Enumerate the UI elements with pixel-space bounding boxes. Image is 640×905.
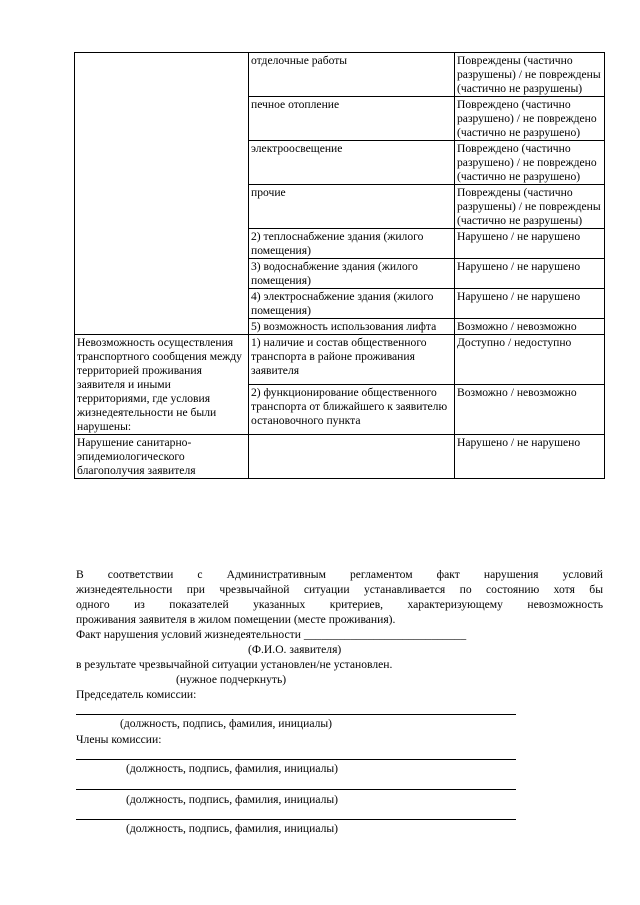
criteria-table — [74, 52, 605, 479]
table-cell-criterion: Невозможность осуществления транспортного сообщения между территорией проживания заявителя и иными территориями, где условия жизнедеятельности не были нарушены: — [75, 335, 249, 435]
table-cell-indicator: 1) наличие и состав общественного транспорта в районе проживания заявителя — [249, 335, 455, 385]
table-cell-indicator: 4) электроснабжение здания (жилого помещения) — [249, 289, 455, 319]
table-cell-indicator: 3) водоснабжение здания (жилого помещения) — [249, 259, 455, 289]
signature-line — [76, 819, 516, 820]
members-label: Члены комиссии: — [76, 733, 162, 746]
table-cell-status: Нарушено / не нарушено — [455, 289, 605, 319]
table-cell-indicator — [249, 435, 455, 479]
table-cell-status: Повреждено (частично разрушено) / не повреждено (частично не разрушено) — [455, 141, 605, 185]
table-cell-empty — [75, 53, 249, 335]
violation-fact-label: Факт нарушения условий жизнедеятельности ____________________________ — [76, 628, 467, 641]
table-cell-status: Доступно / недоступно — [455, 335, 605, 385]
signature-caption: (должность, подпись, фамилия, инициалы) — [126, 762, 339, 775]
paragraph-line: В соответствии с Административным регламентом факт нарушения условий — [76, 568, 603, 581]
signature-line — [76, 714, 516, 715]
signature-caption: (должность, подпись, фамилия, инициалы) — [126, 793, 339, 806]
table-cell-indicator: прочие — [249, 185, 455, 229]
table-cell-indicator: отделочные работы — [249, 53, 455, 97]
table-cell-indicator: 2) функционирование общественного транспорта от ближайшего к заявителю остановочного пункта — [249, 385, 455, 435]
table-cell-status: Возможно / невозможно — [455, 319, 605, 335]
table-cell-indicator: 2) теплоснабжение здания (жилого помещения) — [249, 229, 455, 259]
paragraph-line: жизнедеятельности при чрезвычайной ситуации устанавливается по состоянию хотя бы — [76, 583, 603, 596]
table-cell-status: Повреждено (частично разрушено) / не повреждено (частично не разрушено) — [455, 97, 605, 141]
underline-caption: (нужное подчеркнуть) — [176, 673, 287, 686]
table-cell-status: Возможно / невозможно — [455, 385, 605, 435]
signature-caption: (должность, подпись, фамилия, инициалы) — [126, 822, 339, 835]
table-cell-indicator: печное отопление — [249, 97, 455, 141]
table-row — [75, 53, 605, 97]
signature-line — [76, 759, 516, 760]
table-cell-indicator: электроосвещение — [249, 141, 455, 185]
table-row — [75, 335, 605, 385]
table-cell-status: Нарушено / не нарушено — [455, 229, 605, 259]
paragraph-line: проживания заявителя в жилом помещении (месте проживания). — [76, 613, 396, 626]
result-text: в результате чрезвычайной ситуации установлен/не установлен. — [76, 658, 393, 671]
table-row — [75, 435, 605, 479]
table-cell-status: Повреждены (частично разрушены) / не повреждены (частично не разрушены) — [455, 185, 605, 229]
chairman-label: Председатель комиссии: — [76, 688, 197, 701]
signature-line — [76, 789, 516, 790]
table-cell-status: Повреждены (частично разрушены) / не повреждены (частично не разрушены) — [455, 53, 605, 97]
table-cell-indicator: 5) возможность использования лифта — [249, 319, 455, 335]
paragraph-line: одного из показателей указанных критериев, характеризующему невозможность — [76, 598, 603, 611]
table-cell-status: Нарушено / не нарушено — [455, 259, 605, 289]
table-cell-status: Нарушено / не нарушено — [455, 435, 605, 479]
table-cell-criterion: Нарушение санитарно-эпидемиологического благополучия заявителя — [75, 435, 249, 479]
fio-caption: (Ф.И.О. заявителя) — [248, 643, 342, 656]
signature-caption: (должность, подпись, фамилия, инициалы) — [120, 717, 333, 730]
